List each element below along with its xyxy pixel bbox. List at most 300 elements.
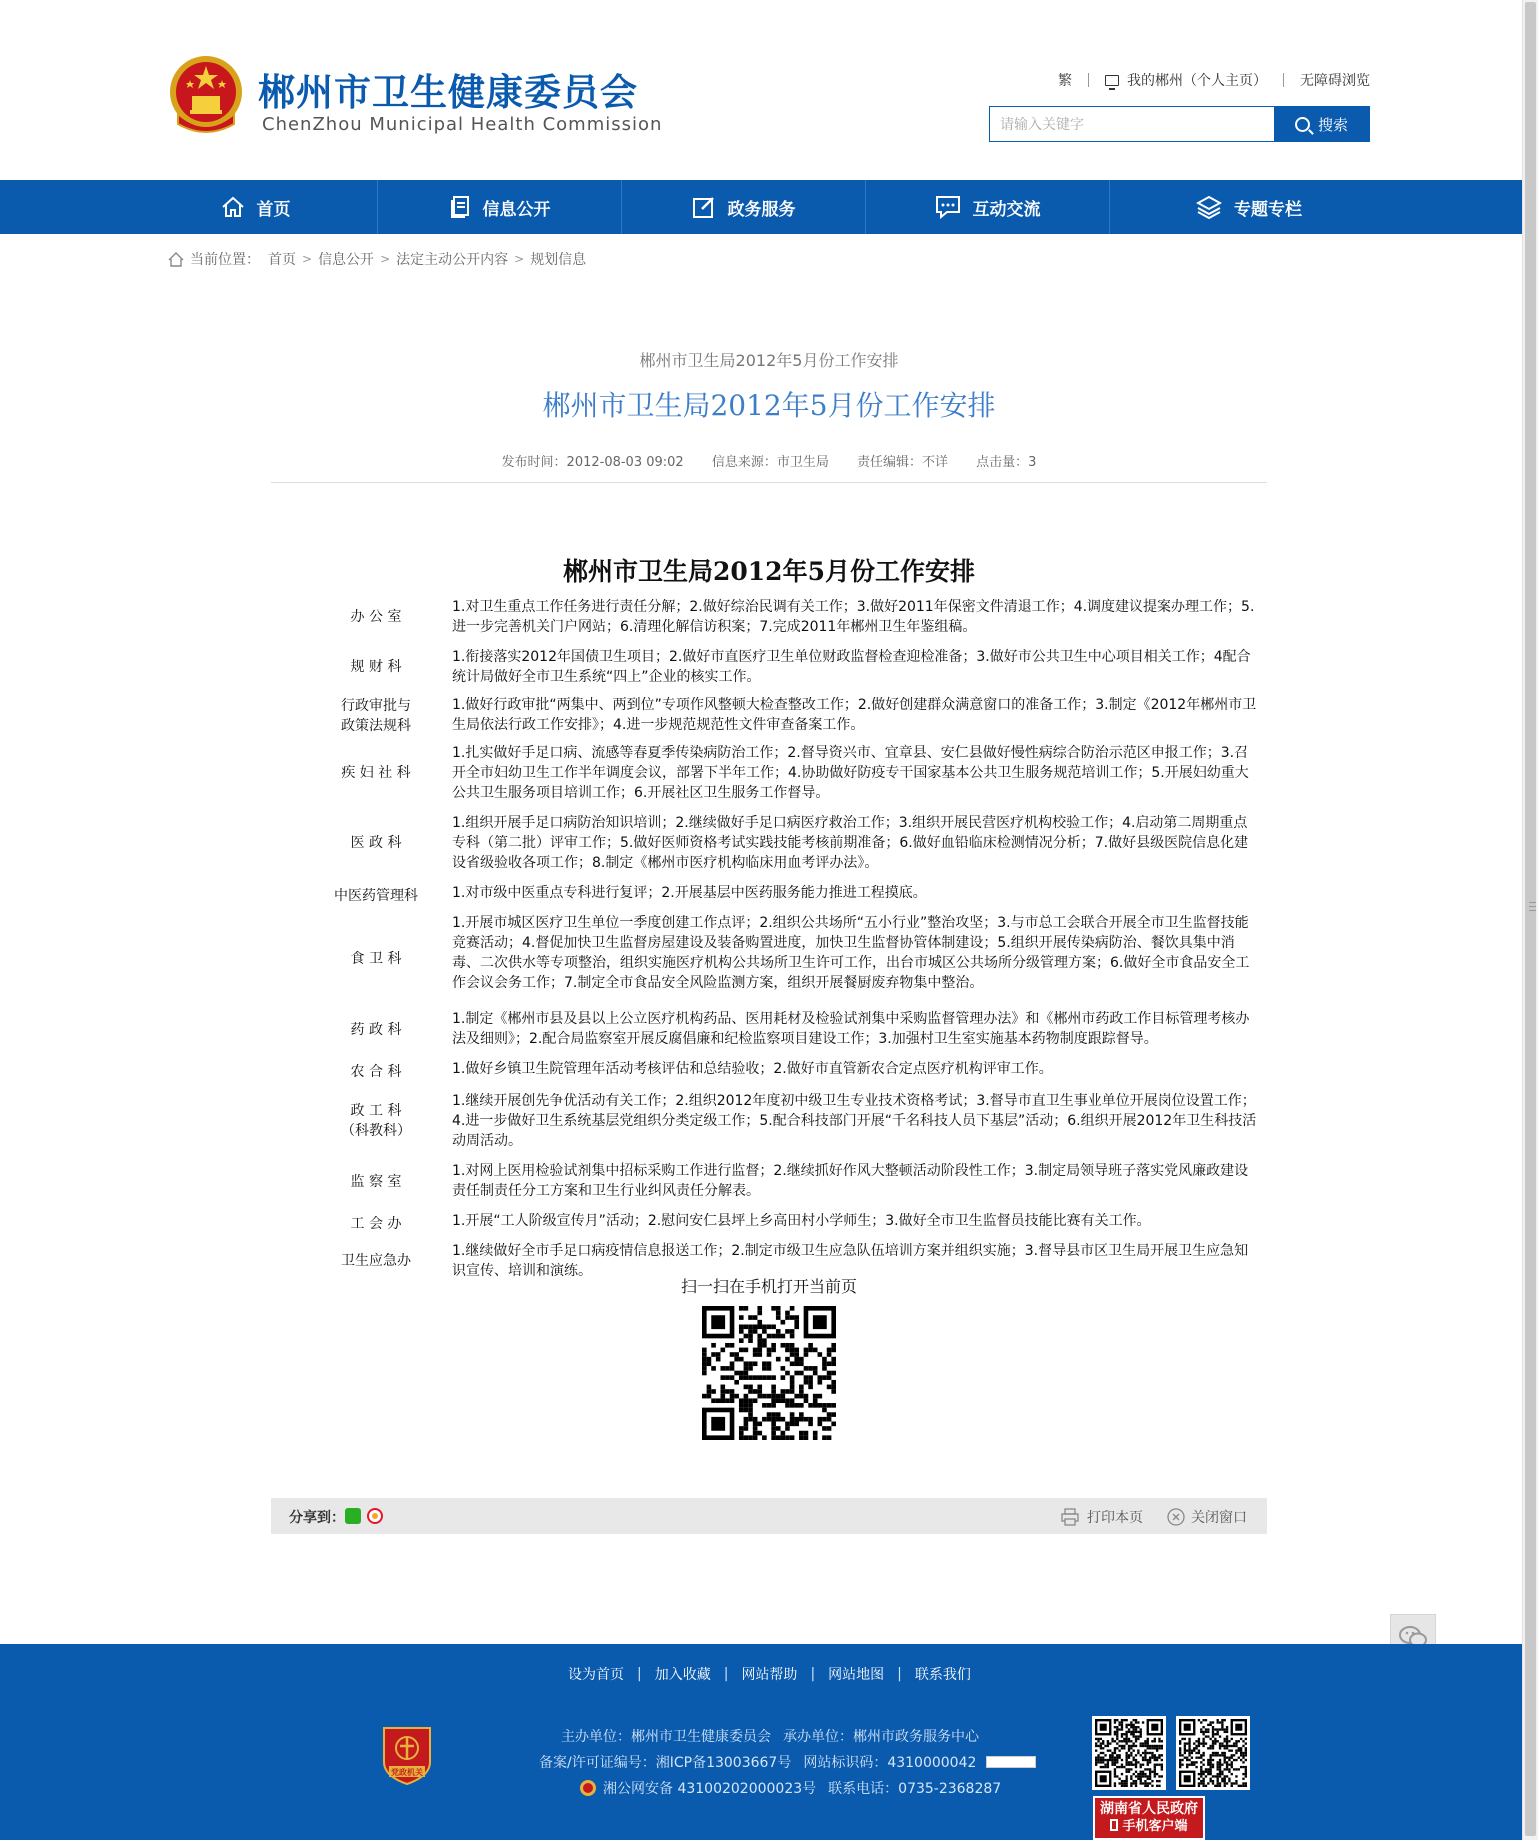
qr-module xyxy=(757,1348,762,1353)
qr-module xyxy=(1104,1745,1106,1747)
qr-module xyxy=(1186,1766,1188,1768)
qr-module xyxy=(1219,1721,1221,1723)
qr-module xyxy=(757,1311,762,1316)
qr-module xyxy=(1179,1766,1181,1768)
qr-module xyxy=(1135,1782,1137,1784)
qr-module xyxy=(1245,1775,1247,1777)
department-name: 监 察 室 xyxy=(350,1174,402,1190)
qr-module xyxy=(1245,1747,1247,1749)
qr-module xyxy=(1205,1728,1207,1730)
qr-module xyxy=(757,1385,762,1390)
qr-module xyxy=(1184,1742,1186,1744)
qr-module xyxy=(744,1348,749,1353)
qr-module xyxy=(1154,1738,1156,1740)
qr-module xyxy=(1235,1724,1242,1731)
set-homepage-link[interactable]: 设为首页 xyxy=(568,1667,624,1683)
qr-module xyxy=(1140,1778,1142,1780)
qr-module xyxy=(1188,1759,1190,1761)
police-text[interactable]: 湘公网安备 43100202000023号 xyxy=(603,1781,817,1797)
qr-module xyxy=(785,1357,790,1362)
qr-module xyxy=(827,1385,832,1390)
qr-module xyxy=(831,1422,836,1427)
qr-module xyxy=(1240,1766,1242,1768)
qr-module xyxy=(767,1352,772,1357)
department-name: 行政审批与 政策法规科 xyxy=(341,698,411,734)
qr-module xyxy=(1135,1731,1137,1733)
qr-module xyxy=(781,1435,786,1440)
qr-module xyxy=(1147,1785,1149,1787)
qr-module xyxy=(1158,1738,1160,1740)
qr-module xyxy=(1181,1754,1183,1756)
qr-module xyxy=(1219,1747,1221,1749)
qr-module xyxy=(1156,1745,1158,1747)
qr-module xyxy=(1133,1733,1135,1735)
qr-module xyxy=(1188,1747,1190,1749)
qr-module xyxy=(1198,1752,1200,1754)
qr-module xyxy=(1128,1757,1130,1759)
qr-module xyxy=(1184,1757,1186,1759)
site-map-link[interactable]: 网站地图 xyxy=(828,1667,885,1683)
page-scrollbar[interactable] xyxy=(1522,0,1538,1840)
qr-module xyxy=(762,1343,767,1348)
qr-module xyxy=(1202,1752,1204,1754)
qr-module xyxy=(827,1417,832,1422)
qr-module xyxy=(1158,1780,1160,1782)
qr-module xyxy=(1207,1771,1209,1773)
qr-module xyxy=(1095,1738,1097,1740)
qr-module xyxy=(1107,1742,1109,1744)
qr-module xyxy=(757,1431,762,1436)
qr-module xyxy=(1149,1757,1151,1759)
police-badge-icon xyxy=(579,1779,597,1797)
qr-module xyxy=(1140,1771,1142,1773)
qr-module xyxy=(1147,1742,1149,1744)
qr-module xyxy=(748,1338,753,1343)
qr-module xyxy=(744,1385,749,1390)
qr-module xyxy=(1212,1745,1214,1747)
qr-module xyxy=(776,1435,781,1440)
qr-module xyxy=(776,1311,781,1316)
accessible-browse-link[interactable]: 无障碍浏览 xyxy=(1300,73,1370,89)
qr-module xyxy=(1200,1731,1202,1733)
qr-module xyxy=(1149,1761,1151,1763)
qr-module xyxy=(1200,1766,1202,1768)
qr-module xyxy=(1128,1768,1130,1770)
qr-module xyxy=(1116,1759,1118,1761)
qr-module xyxy=(739,1431,744,1436)
qr-module xyxy=(1200,1721,1202,1723)
qr-module xyxy=(1207,1747,1209,1749)
department-name: 卫生应急办 xyxy=(341,1253,411,1269)
qr-module xyxy=(748,1389,753,1394)
qr-module xyxy=(1235,1775,1237,1777)
qr-module xyxy=(1205,1775,1207,1777)
site-title: 郴州市卫生健康委员会 xyxy=(258,71,638,114)
qr-module xyxy=(1242,1778,1244,1780)
qr-module xyxy=(1212,1731,1214,1733)
qr-module xyxy=(1140,1766,1142,1768)
qr-module xyxy=(1133,1728,1135,1730)
qr-module xyxy=(748,1408,753,1413)
qr-module xyxy=(1107,1766,1109,1768)
qr-module xyxy=(831,1385,836,1390)
qr-module xyxy=(1118,1778,1120,1780)
qr-module xyxy=(1219,1785,1221,1787)
qr-module xyxy=(818,1375,823,1380)
qr-module xyxy=(790,1380,795,1385)
qr-module xyxy=(1212,1740,1214,1742)
qr-module xyxy=(1125,1775,1127,1777)
qr-module xyxy=(1200,1775,1202,1777)
qr-module xyxy=(1133,1724,1135,1726)
nav-item-special-topics[interactable] xyxy=(1110,180,1388,234)
work-description: 1.开展市城区医疗卫生单位一季度创建工作点评；2.组织公共场所“五小行业”整治攻坚；3.与市总工会联合开展全市卫生监督技能竞赛活动；4.督促加快卫生监督房屋建设及装备购置进度，加快卫生监督协管体制建设；5.组织开展传染病防治、餐饮具集中消毒、二次供水等专项整治，组织实施医疗机构公共场所卫生许可工作，出台市城区公共场所分级管理方案；6.做好全市食品安全工作会议会务工作；7.制定全市食品安全风险监测方案，组织开展餐厨废弃物集中整治。 xyxy=(452,915,1250,991)
qr-module xyxy=(1228,1768,1230,1770)
qr-module xyxy=(730,1361,735,1366)
qr-module xyxy=(794,1352,799,1357)
qr-module xyxy=(1212,1764,1214,1766)
qr-module xyxy=(1100,1761,1102,1763)
qr-module xyxy=(734,1394,739,1399)
qr-module xyxy=(1207,1773,1209,1775)
nav-item-gov-services[interactable] xyxy=(622,180,866,234)
search-button[interactable] xyxy=(1274,107,1369,141)
work-description: 1.扎实做好手足口病、流感等春夏季传染病防治工作；2.督导资兴市、宜章县、安仁县做好慢性病综合防治示范区申报工作；3.召开全市妇幼卫生工作半年调度会议，部署下半年工作；4.协助做好防疫专干国家基本公共卫生服务规范培训工作；5.开展妇幼重大公共卫生服务项目培训工作；6.开展社区卫生服务工作督导。 xyxy=(452,745,1249,801)
qr-module xyxy=(776,1329,781,1334)
qr-module xyxy=(1245,1773,1247,1775)
qr-module xyxy=(1109,1759,1111,1761)
qr-module xyxy=(1217,1731,1219,1733)
qr-module xyxy=(1191,1757,1193,1759)
qr-module xyxy=(1179,1742,1181,1744)
qr-module xyxy=(1161,1766,1163,1768)
qr-module xyxy=(1097,1757,1099,1759)
qr-module xyxy=(1217,1785,1219,1787)
qr-module xyxy=(1154,1745,1156,1747)
qr-module xyxy=(739,1408,744,1413)
party-government-badge-icon[interactable] xyxy=(380,1724,434,1786)
qr-module xyxy=(831,1348,836,1353)
search-input[interactable] xyxy=(990,107,1274,141)
qr-module xyxy=(1217,1764,1219,1766)
qr-module xyxy=(1147,1761,1149,1763)
qr-module xyxy=(1226,1775,1228,1777)
qr-module xyxy=(1156,1764,1158,1766)
add-favorite-link[interactable]: 加入收藏 xyxy=(654,1667,711,1683)
qr-module xyxy=(1151,1740,1153,1742)
chevron-right-icon: > xyxy=(302,252,313,266)
qr-module xyxy=(799,1431,804,1436)
qr-module xyxy=(1219,1775,1221,1777)
qr-module xyxy=(739,1315,744,1320)
qr-module xyxy=(1142,1775,1144,1777)
work-description: 1.制定《郴州市县及县以上公立医疗机构药品、医用耗材及检验试剂集中采购监督管理办法》和《郴州市药政工作目标管理考核办法及细则》；2.配合局监察室开展反腐倡廉和纪检监察项目建设工作；3.加强村卫生室实施基本药物制度跟踪督导。 xyxy=(452,1011,1250,1047)
qr-module xyxy=(1125,1785,1127,1787)
qr-module xyxy=(1238,1749,1240,1751)
qr-module xyxy=(730,1352,735,1357)
qr-module xyxy=(767,1412,772,1417)
qr-module xyxy=(1217,1775,1219,1777)
qr-module xyxy=(1100,1724,1107,1731)
site-help-link[interactable]: 网站帮助 xyxy=(741,1667,798,1683)
qr-module xyxy=(1151,1745,1153,1747)
contact-us-link[interactable]: 联系我们 xyxy=(914,1667,971,1683)
print-button[interactable] xyxy=(1061,1507,1143,1527)
department-name: 工 会 办 xyxy=(350,1216,402,1232)
qr-module xyxy=(1212,1728,1214,1730)
qr-module xyxy=(771,1385,776,1390)
scrollbar-thumb[interactable] xyxy=(1525,2,1536,1836)
qr-module xyxy=(1202,1778,1204,1780)
qr-module xyxy=(1198,1749,1200,1751)
qr-module xyxy=(1205,1731,1207,1733)
qr-module xyxy=(1121,1782,1123,1784)
qr-module xyxy=(1123,1719,1125,1721)
qr-module xyxy=(707,1357,712,1362)
qr-module xyxy=(1161,1764,1163,1766)
qr-module xyxy=(1111,1754,1113,1756)
qr-module xyxy=(734,1352,739,1357)
qr-module xyxy=(1233,1759,1235,1761)
qr-module xyxy=(1133,1749,1135,1751)
qr-module xyxy=(1224,1761,1226,1763)
qr-module xyxy=(1221,1724,1223,1726)
qr-module xyxy=(1226,1742,1228,1744)
qr-module xyxy=(757,1394,762,1399)
qr-module xyxy=(711,1315,725,1329)
qr-module xyxy=(1226,1745,1228,1747)
qr-module xyxy=(1095,1749,1097,1751)
qr-module xyxy=(1142,1721,1144,1723)
qr-module xyxy=(1104,1764,1106,1766)
qr-module xyxy=(818,1352,823,1357)
qr-module xyxy=(1221,1742,1223,1744)
qr-module xyxy=(1118,1757,1120,1759)
qr-module xyxy=(799,1403,804,1408)
breadcrumb-item[interactable]: 法定主动公开内容 xyxy=(396,252,509,268)
qr-module xyxy=(785,1398,790,1403)
qr-module xyxy=(790,1435,795,1440)
phone-text: 联系电话：0735-2368287 xyxy=(828,1781,1002,1797)
share-label: 分享到： xyxy=(289,1510,345,1526)
qr-module xyxy=(799,1361,804,1366)
close-window-button[interactable] xyxy=(1167,1507,1247,1527)
qr-module xyxy=(1144,1773,1146,1775)
qr-module xyxy=(1133,1726,1135,1728)
qr-module xyxy=(790,1403,795,1408)
qr-module xyxy=(781,1320,786,1325)
qr-module xyxy=(1125,1738,1127,1740)
qr-module xyxy=(771,1348,776,1353)
phone-icon xyxy=(1110,1819,1118,1831)
qr-module xyxy=(1202,1731,1204,1733)
qr-module xyxy=(1224,1738,1226,1740)
icp-text[interactable]: 备案/许可证编号：湘ICP备13003667号 xyxy=(539,1755,792,1771)
qr-module xyxy=(790,1334,795,1339)
qr-module xyxy=(1202,1785,1204,1787)
qr-module xyxy=(1202,1742,1204,1744)
qr-module xyxy=(744,1366,749,1371)
qr-module xyxy=(804,1435,809,1440)
breadcrumb-item[interactable]: 信息公开 xyxy=(318,252,375,268)
qr-module xyxy=(1179,1740,1181,1742)
qr-module xyxy=(1184,1747,1186,1749)
qr-module xyxy=(1104,1754,1106,1756)
qr-module xyxy=(1123,1738,1125,1740)
qr-module xyxy=(725,1398,730,1403)
breadcrumb-item[interactable]: 规划信息 xyxy=(530,252,587,268)
qr-module xyxy=(1107,1761,1109,1763)
qr-module xyxy=(1114,1721,1116,1723)
qr-module xyxy=(799,1371,804,1376)
qr-module xyxy=(730,1375,735,1380)
qr-module xyxy=(1217,1768,1219,1770)
site-subtitle: ChenZhou Municipal Health Commission xyxy=(262,114,663,135)
qr-module xyxy=(1114,1731,1116,1733)
qr-module xyxy=(725,1389,730,1394)
footer-police xyxy=(579,1778,1001,1798)
qr-module xyxy=(1209,1724,1211,1726)
traditional-chinese-link[interactable]: 繁 xyxy=(1058,73,1072,89)
qr-module xyxy=(1184,1752,1186,1754)
qr-module xyxy=(1233,1768,1235,1770)
qr-module xyxy=(1156,1785,1158,1787)
qr-module xyxy=(1245,1766,1247,1768)
qr-module xyxy=(1114,1773,1116,1775)
qr-module xyxy=(822,1403,827,1408)
content-title: 郴州市卫生局2012年5月份工作安排 xyxy=(563,557,975,586)
cnzz-badge-icon[interactable] xyxy=(986,1756,1036,1768)
qr-module xyxy=(1231,1782,1233,1784)
qr-module xyxy=(1102,1742,1104,1744)
qr-module xyxy=(762,1338,767,1343)
qr-module xyxy=(757,1375,762,1380)
breadcrumb-item[interactable]: 首页 xyxy=(268,252,296,268)
qr-module xyxy=(1219,1764,1221,1766)
qr-module xyxy=(1221,1773,1223,1775)
weibo-share-icon[interactable] xyxy=(367,1508,383,1524)
nav-item-home[interactable] xyxy=(134,180,378,234)
qr-module xyxy=(1114,1759,1116,1761)
qr-module xyxy=(1111,1761,1113,1763)
qr-module xyxy=(1137,1752,1139,1754)
qr-module xyxy=(1205,1768,1207,1770)
qr-module xyxy=(1212,1721,1214,1723)
qr-module xyxy=(1217,1733,1219,1735)
qr-module xyxy=(771,1334,776,1339)
work-description: 1.组织开展手足口病防治知识培训；2.继续做好手足口病医疗救治工作；3.组织开展民营医疗机构校验工作；4.启动第二周期重点专科（第二批）评审工作；5.做好医师资格考试实践技能考核前期准备；6.做好血铅临床检测情况分析；7.做好县级医院信息化建设省级验收各项工作；8.制定《郴州市医疗机构临床用血考评办法》。 xyxy=(452,815,1249,871)
qr-module xyxy=(1135,1740,1137,1742)
qr-module xyxy=(1186,1759,1188,1761)
qr-module xyxy=(739,1324,744,1329)
qr-module xyxy=(1207,1735,1209,1737)
qr-module xyxy=(771,1375,776,1380)
qr-module xyxy=(822,1408,827,1413)
qr-module xyxy=(1121,1785,1123,1787)
qr-module xyxy=(748,1398,753,1403)
qr-module xyxy=(1209,1780,1211,1782)
qr-module xyxy=(1111,1764,1113,1766)
qr-module xyxy=(1149,1771,1151,1773)
qr-module xyxy=(707,1361,712,1366)
article-title: 郴州市卫生局2012年5月份工作安排 xyxy=(542,389,996,422)
qr-module xyxy=(1158,1757,1160,1759)
qr-module xyxy=(771,1343,776,1348)
home-icon xyxy=(221,196,245,218)
qr-module xyxy=(1224,1785,1226,1787)
qr-module xyxy=(1202,1773,1204,1775)
qr-module xyxy=(1188,1738,1190,1740)
qr-module xyxy=(1125,1752,1127,1754)
qr-module xyxy=(1130,1733,1132,1735)
qr-module xyxy=(748,1435,753,1440)
qr-module xyxy=(1107,1745,1109,1747)
wechat-share-icon[interactable] xyxy=(345,1508,361,1524)
qr-module xyxy=(776,1334,781,1339)
nav-item-info-disclosure[interactable] xyxy=(378,180,622,234)
organizer-text: 承办单位：郴州市政务服务中心 xyxy=(783,1729,979,1745)
qr-module xyxy=(734,1357,739,1362)
my-chenzhou-link[interactable]: 我的郴州（个人主页） xyxy=(1127,73,1267,89)
qr-module xyxy=(1240,1747,1242,1749)
qr-module xyxy=(1202,1782,1204,1784)
qr-module xyxy=(1226,1782,1228,1784)
qr-module xyxy=(1144,1740,1146,1742)
qr-module xyxy=(818,1394,823,1399)
editor: 责任编辑：不详 xyxy=(857,455,949,470)
info-source: 信息来源：市卫生局 xyxy=(711,455,829,470)
qr-module xyxy=(1224,1780,1226,1782)
qr-module xyxy=(1118,1728,1120,1730)
work-description: 1.对卫生重点工作任务进行责任分解；2.做好综治民调有关工作；3.做好2011年保密文件清退工作；4.调度建议提案办理工作；5.进一步完善机关门户网站；6.清理化解信访积案；7.完成2011年郴州卫生年鉴组稿。 xyxy=(452,599,1255,635)
qr-module xyxy=(1245,1768,1247,1770)
qr-module xyxy=(1100,1757,1102,1759)
qr-module xyxy=(1130,1747,1132,1749)
qr-module xyxy=(1219,1782,1221,1784)
qr-module xyxy=(1209,1773,1211,1775)
qr-module xyxy=(1245,1785,1247,1787)
qr-module xyxy=(1107,1749,1109,1751)
qr-module xyxy=(1209,1738,1211,1740)
qr-module xyxy=(1231,1785,1233,1787)
qr-module xyxy=(1107,1759,1109,1761)
qr-module xyxy=(799,1417,804,1422)
qr-module xyxy=(1144,1749,1146,1751)
qr-module xyxy=(1116,1747,1118,1749)
qr-module xyxy=(1179,1764,1181,1766)
qr-module xyxy=(702,1357,707,1362)
qr-module xyxy=(1198,1719,1200,1721)
qr-module xyxy=(1198,1742,1200,1744)
qr-module xyxy=(1228,1771,1230,1773)
qr-module xyxy=(1188,1749,1190,1751)
table-row xyxy=(300,1091,1260,1151)
qr-module xyxy=(762,1435,767,1440)
qr-module xyxy=(1121,1724,1123,1726)
qr-module xyxy=(1235,1742,1237,1744)
qr-module xyxy=(1228,1740,1230,1742)
qr-module xyxy=(776,1426,781,1431)
qr-module xyxy=(790,1385,795,1390)
qr-module xyxy=(730,1394,735,1399)
qr-module xyxy=(785,1343,790,1348)
qr-module xyxy=(1242,1782,1244,1784)
qr-module xyxy=(1137,1773,1139,1775)
qr-module xyxy=(1107,1764,1109,1766)
nav-item-interaction[interactable] xyxy=(866,180,1110,234)
hunan-gov-app-badge[interactable] xyxy=(1093,1796,1205,1840)
qr-module xyxy=(1202,1740,1204,1742)
